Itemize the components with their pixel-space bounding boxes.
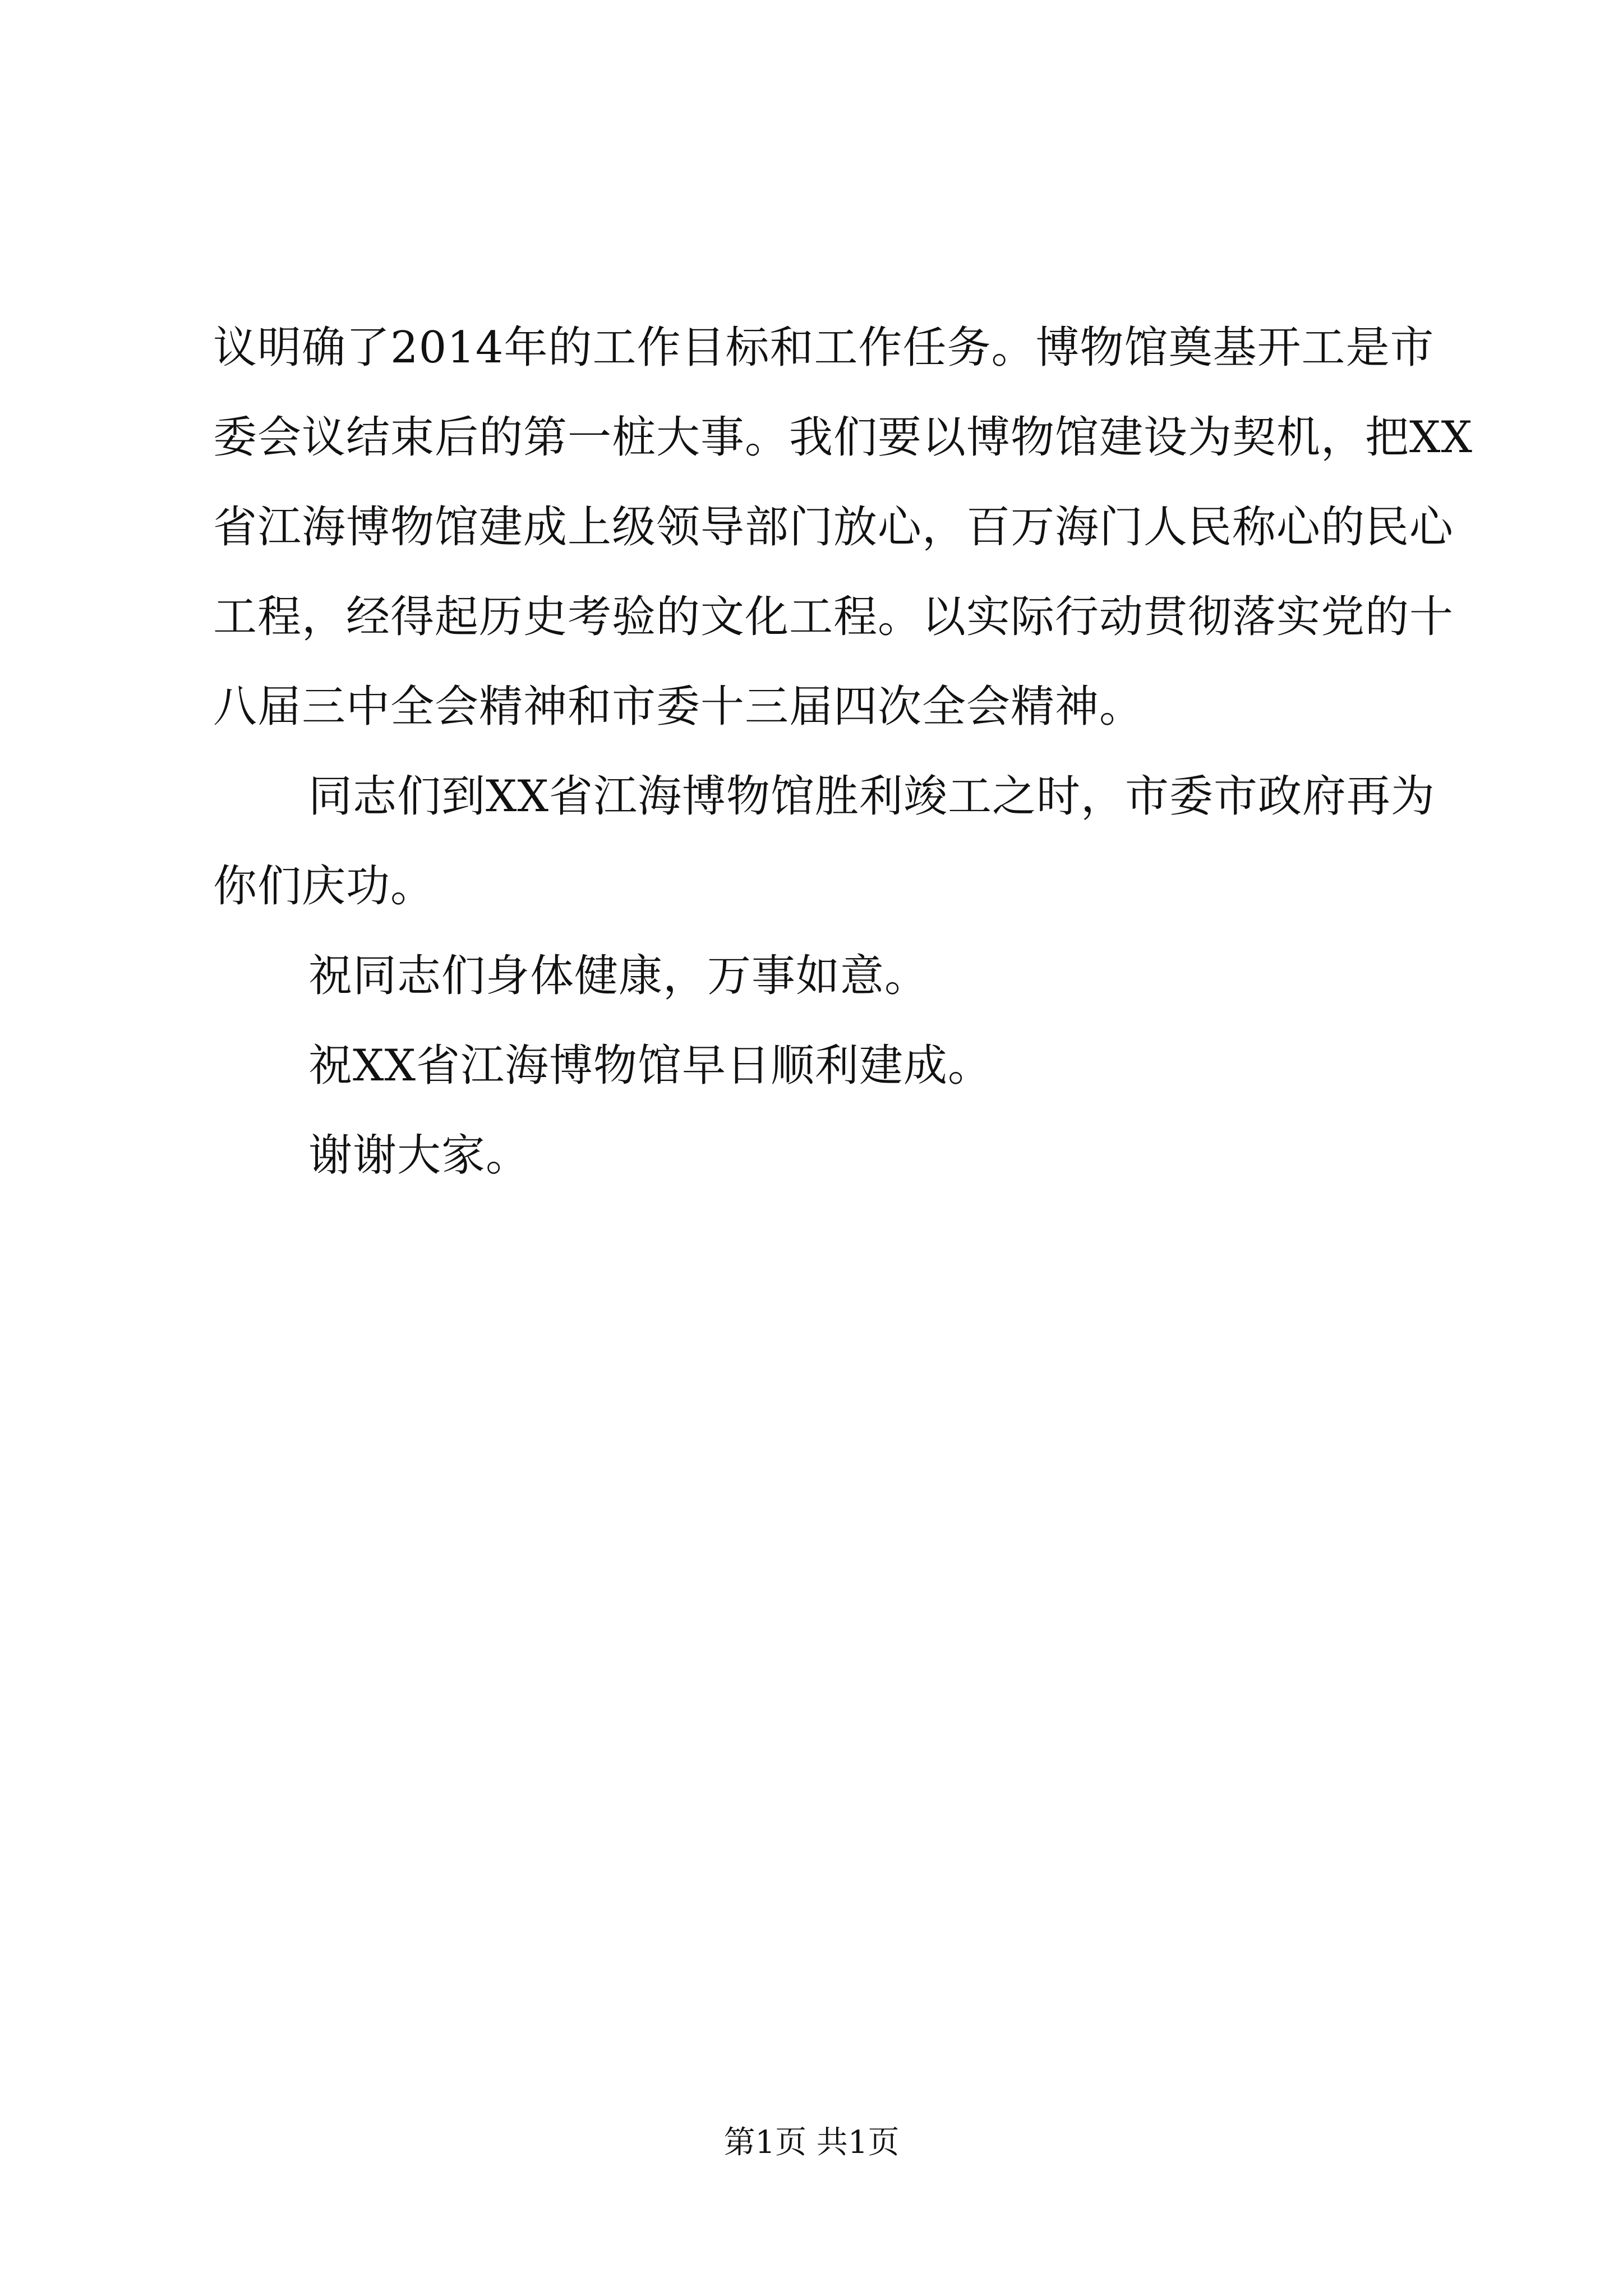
paragraph-1-line-3: 省江海博物馆建成上级领导部门放心，百万海门人民称心的民心 (213, 502, 1454, 553)
paragraph-1-line-1: 议明确了2014年的工作目标和工作任务。博物馆奠基开工是市 (213, 323, 1435, 373)
paragraph-2-line-2: 你们庆功。 (213, 861, 435, 912)
paragraph-1-line-4: 工程，经得起历史考验的文化工程。以实际行动贯彻落实党的十 (213, 592, 1454, 642)
page-number-label: 第1页 共1页 (723, 2124, 900, 2161)
document-body (213, 303, 1473, 1200)
paragraph-4-line-1: 祝XX省江海博物馆早日顺利建成。 (308, 1041, 993, 1091)
page-footer (0, 2120, 1623, 2165)
paragraph-1-line-5: 八届三中全会精神和市委十三届四次全会精神。 (213, 682, 1144, 732)
paragraph-3-line-1: 祝同志们身体健康，万事如意。 (308, 951, 929, 1001)
paragraph-1-line-2: 委会议结束后的第一桩大事。我们要以博物馆建设为契机，把XX (213, 412, 1473, 463)
paragraph-5-line-1: 谢谢大家。 (308, 1130, 531, 1181)
paragraph-2-line-1: 同志们到XX省江海博物馆胜利竣工之时，市委市政府再为 (308, 771, 1436, 822)
